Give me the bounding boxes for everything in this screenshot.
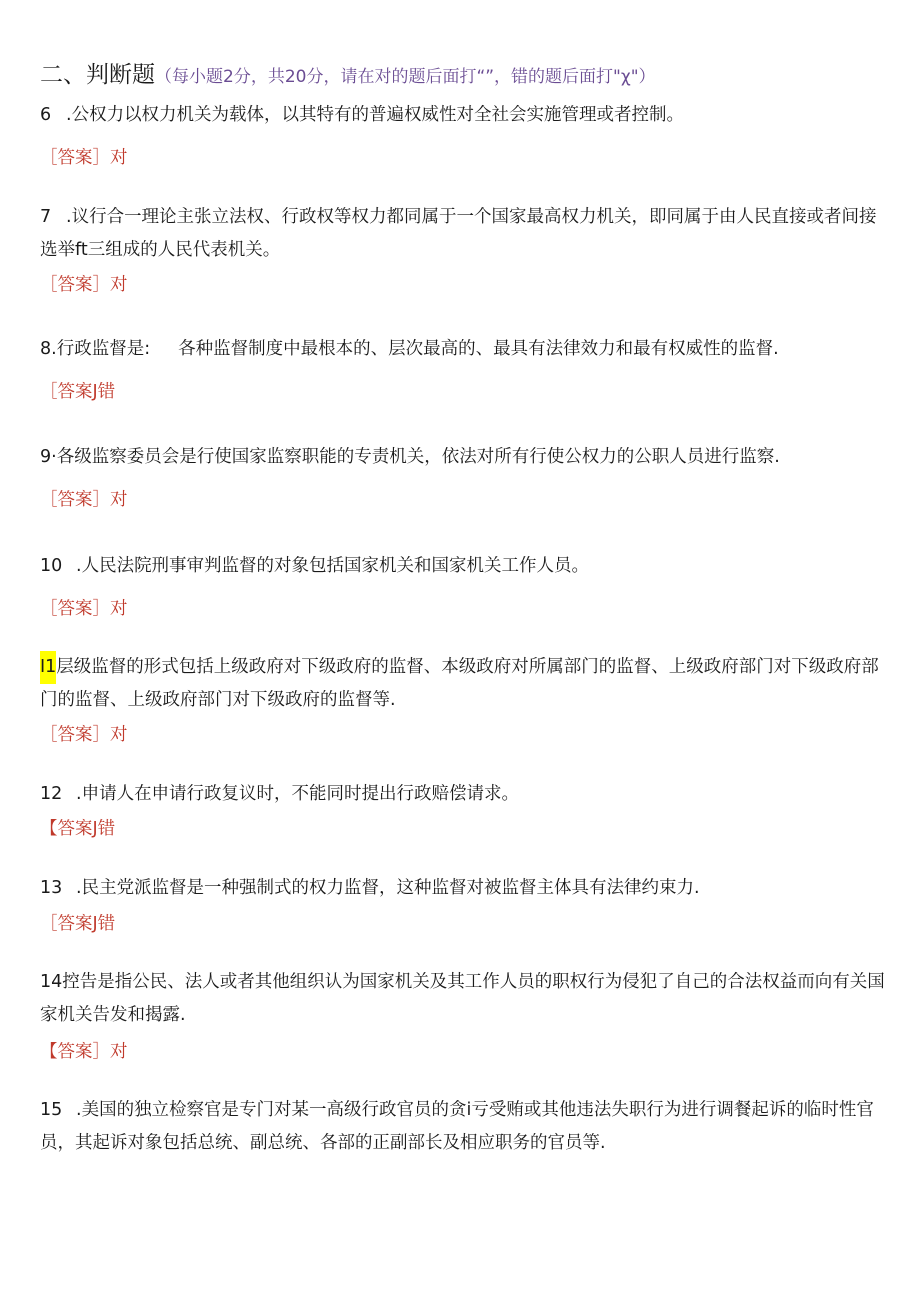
question-text: .美国的独立检察官是专门对某一高级行政官员的贪i亏受贿或其他违法失职行为进行调餐起诉的临时性官员，其起诉对象包括总统、副总统、各部的正副部长及相应职务的官员等.	[40, 1100, 874, 1153]
question-text-part-b: 各种监督制度中最根本的、层次最高的、最具有法律效力和最有权威性的监督.	[178, 339, 779, 359]
question-text-part-a: 行政监督是:	[56, 339, 151, 359]
question-text: 层级监督的形式包括上级政府对下级政府的监督、本级政府对所属部门的监督、上级政府部门对下级政府部门的监督、上级政府部门对下级政府的监督等.	[40, 657, 879, 710]
question-11	[40, 651, 885, 717]
answer-7: ［答案］对	[40, 275, 128, 295]
answer-9: ［答案］对	[40, 490, 128, 510]
question-6	[40, 99, 885, 132]
question-number: 6	[40, 105, 52, 125]
question-number: 7	[40, 207, 52, 227]
question-number: I1	[40, 651, 56, 684]
question-number: 13	[40, 878, 63, 898]
question-number: 8.	[40, 339, 57, 359]
question-text: 各级监察委员会是行使国家监察职能的专责机关，依法对所有行使公权力的公职人员进行监察.	[56, 447, 780, 467]
section-scoring-note: （每小题2分，共20分，请在对的题后面打“”，错的题后面打"χ"）	[155, 67, 656, 87]
question-number: 10	[40, 556, 63, 576]
question-15	[40, 1094, 885, 1160]
question-number: 14	[40, 972, 63, 992]
question-text: .民主党派监督是一种强制式的权力监督，这种监督对被监督主体具有法律约束力.	[76, 878, 700, 898]
answer-14: 【答案］对	[40, 1042, 128, 1062]
question-10	[40, 550, 885, 583]
question-number: 12	[40, 784, 63, 804]
question-13	[40, 872, 885, 905]
question-number: 9·	[40, 447, 57, 467]
answer-12: 【答案J错	[40, 819, 116, 839]
answer-13: ［答案J错	[40, 914, 116, 934]
section-title: 二、判断题	[40, 62, 155, 88]
question-12	[40, 778, 885, 811]
question-9	[40, 441, 885, 474]
answer-11: ［答案］对	[40, 725, 128, 745]
question-text: .公权力以权力机关为载体，以其特有的普遍权威性对全社会实施管理或者控制。	[66, 105, 685, 125]
question-7	[40, 201, 885, 267]
answer-8: ［答案J错	[40, 382, 116, 402]
question-text: 控告是指公民、法人或者其他组织认为国家机关及其工作人员的职权行为侵犯了自己的合法权益而向有关国家机关告发和揭露.	[40, 972, 885, 1025]
section-heading	[40, 56, 656, 89]
answer-6: ［答案］对	[40, 148, 128, 168]
answer-10: ［答案］对	[40, 599, 128, 619]
question-8	[40, 333, 885, 366]
question-text: .议行合一理论主张立法权、行政权等权力都同属于一个国家最高权力机关，即同属于由人民直接或者间接选举ft三组成的人民代表机关。	[40, 207, 877, 260]
question-number: 15	[40, 1100, 63, 1120]
question-text: .人民法院刑事审判监督的对象包括国家机关和国家机关工作人员。	[76, 556, 590, 576]
question-text: .申请人在申请行政复议时，不能同时提出行政赔偿请求。	[76, 784, 520, 804]
question-14	[40, 966, 885, 1032]
